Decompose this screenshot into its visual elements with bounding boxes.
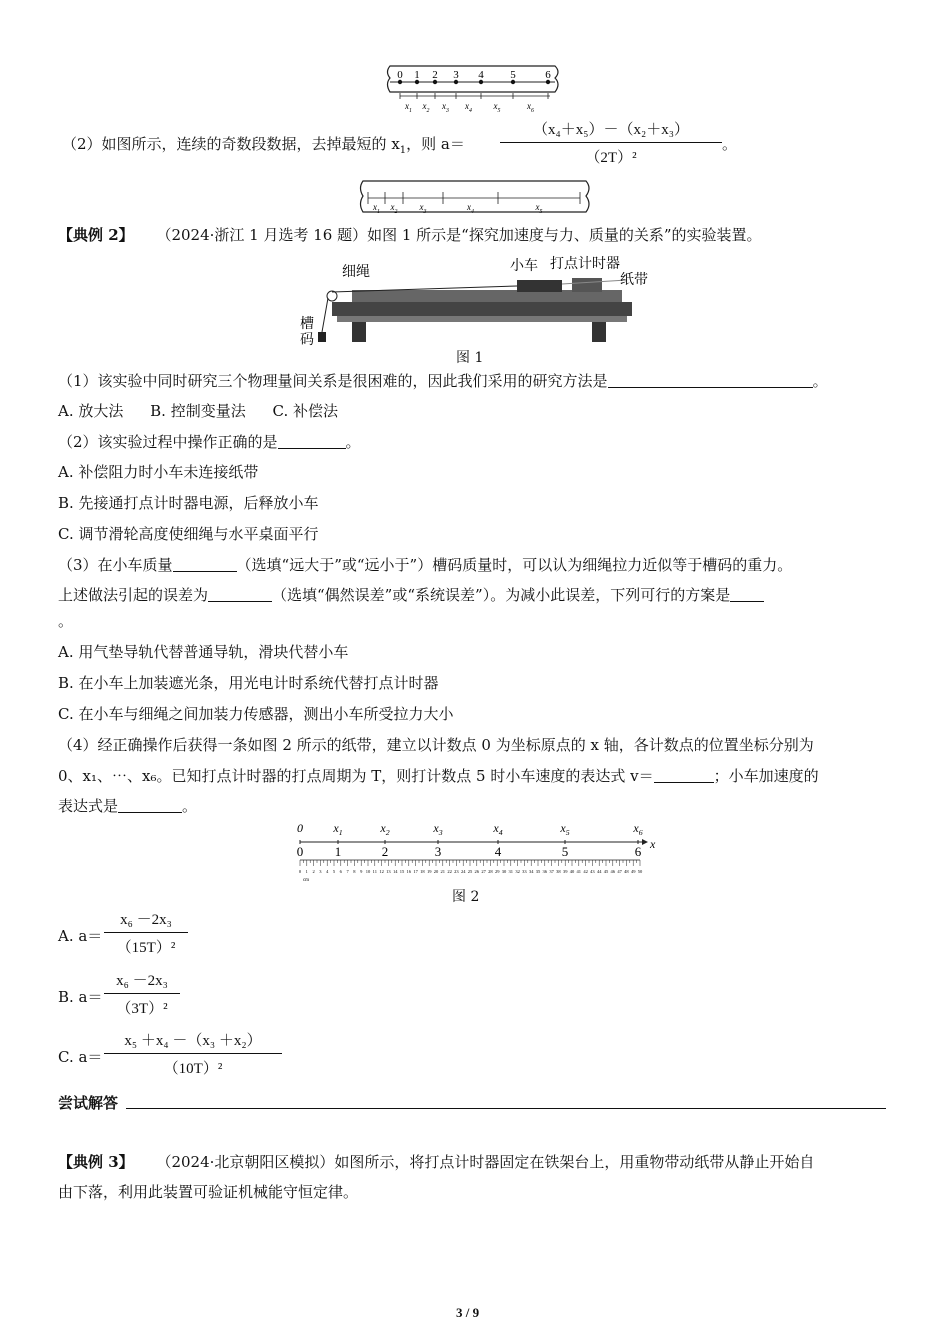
q3-option-c: C. 在小车与细绳之间加装力传感器，测出小车所受拉力大小 [58, 705, 454, 723]
part2-line [62, 133, 465, 156]
tape-point-label: 4 [478, 69, 484, 81]
answer-option-c-prefix: C. a＝ [58, 1048, 103, 1066]
try-answer-line[interactable] [126, 1108, 886, 1109]
fig2-top-label: $x_6$ [633, 821, 643, 837]
ruler-number: 46 [610, 869, 616, 874]
ruler-number: 35 [535, 869, 541, 874]
label-timer: 打点计时器 [550, 257, 620, 272]
fig2-top-label: $x_1$ [333, 821, 343, 837]
fig2-axis-label: 6 [634, 844, 642, 859]
ruler-number: 1 [305, 869, 308, 874]
q3-line1: （3）在小车质量 （选填“远大于”或“远小于”）槽码质量时，可以认为细绳拉力近似等于槽码的重力。 [58, 556, 793, 574]
tape-segment-label: $x_3$ [419, 202, 427, 215]
tape-point-label: 3 [453, 69, 459, 81]
ruler-number: 0 [298, 869, 302, 874]
q3-option-b: B. 在小车上加装遮光条，用光电计时系统代替打点计时器 [58, 674, 439, 692]
fig2-top-label: $x_4$ [493, 821, 503, 837]
ruler-number: 32 [515, 869, 520, 874]
figure1-caption: 图 1 [456, 350, 484, 366]
ruler-number: 23 [454, 869, 459, 874]
ruler-number: 11 [372, 869, 377, 874]
label-cart: 小车 [510, 259, 538, 274]
ruler-unit: cm [302, 878, 310, 883]
ruler-number: 19 [426, 869, 432, 874]
fig2-axis-label: 4 [494, 844, 502, 859]
ruler-number: 26 [474, 869, 480, 874]
q1-option-a: A. 放大法 [58, 402, 124, 420]
answer-option-b-frac: x₆ －2x₃ （3T）² [104, 969, 180, 1018]
ruler-number: 2 [312, 869, 315, 874]
tape-segment-label: $x_3$ [442, 101, 449, 114]
tape-segment-label: $x_1$ [373, 202, 380, 215]
ruler-number: 28 [488, 869, 493, 874]
ruler-number: 49 [630, 869, 636, 874]
label-weight-bottom: 码 [300, 333, 314, 348]
ruler-number: 22 [447, 869, 452, 874]
answer-option-c-frac: x₅ ＋x₄ －（x₃ ＋x₂） （10T）² [104, 1029, 282, 1078]
ruler-number: 34 [528, 869, 534, 874]
part2-sub1: 1 [399, 145, 407, 156]
figure2-caption: 图 2 [452, 889, 480, 905]
tape-point-label: 5 [510, 69, 516, 81]
q2-option-a: A. 补偿阻力时小车未连接纸带 [58, 463, 259, 481]
ruler-number: 4 [326, 869, 329, 874]
tape-segment-label: $x_6$ [527, 101, 534, 114]
ruler-number: 8 [353, 869, 356, 874]
tape-segment-label: $x_5$ [535, 202, 543, 215]
ruler-number: 17 [413, 869, 418, 874]
tape-point-label: 0 [397, 69, 403, 81]
ruler-number: 9 [360, 869, 363, 874]
tape-segment-label: $x_5$ [493, 101, 501, 114]
fig2-top-label: $x_5$ [560, 821, 570, 837]
label-rope: 细绳 [342, 265, 370, 280]
fig2-axis-label: 0 [296, 844, 304, 859]
ruler-number: 39 [562, 869, 568, 874]
ruler-number: 45 [603, 869, 609, 874]
ruler-number: 29 [494, 869, 500, 874]
part2-numerator: （x₄＋x₅）－（x₂＋x₃） [533, 122, 689, 138]
part2-prefix: （2）如图所示，连续的奇数段数据，去掉最短的 x [62, 135, 400, 153]
fig2-top-label: 0 [297, 821, 303, 835]
tape-segment-label: $x_2$ [390, 202, 398, 215]
tape-figure-top [385, 62, 565, 117]
label-tape: 纸带 [620, 273, 648, 288]
ruler-number: 10 [365, 869, 371, 874]
ruler-number: 27 [481, 869, 486, 874]
ruler-number: 24 [460, 869, 466, 874]
q3-line2: 上述做法引起的误差为 （选填“偶然误差”或“系统误差”）。为减小此误差，下列可行的方案是 [58, 584, 764, 605]
fig2-axis-label: 5 [561, 844, 569, 859]
tape-segment-label: $x_1$ [405, 101, 412, 114]
ruler-number: 13 [386, 869, 391, 874]
figure1-apparatus [292, 250, 648, 350]
tape-segment-label: $x_4$ [467, 202, 474, 215]
ruler-number: 42 [583, 869, 588, 874]
ruler-number: 41 [576, 869, 582, 874]
ruler-number: 44 [596, 869, 602, 874]
ruler-number: 20 [433, 869, 439, 874]
tape-point-label: 1 [414, 69, 420, 81]
q1-option-c: C. 补偿法 [272, 402, 338, 420]
fig2-top-label: $x_2$ [380, 821, 390, 837]
ruler-number: 36 [542, 869, 548, 874]
tape-figure-middle [358, 178, 593, 218]
ruler-number: 38 [556, 869, 561, 874]
q3-line3: 。 [58, 612, 74, 630]
answer-option-b-prefix: B. a＝ [58, 988, 103, 1006]
label-weight-top: 槽 [300, 317, 314, 332]
q4-line2: 0、x₁、⋯、x₆。已知打点计时器的打点周期为 T，则打计数点 5 时小车速度的表达式 v＝ ；小车加速度的 [58, 767, 819, 785]
q2-option-b: B. 先接通打点计时器电源，后释放小车 [58, 494, 319, 512]
q4-line3: 表达式是 。 [58, 797, 198, 815]
ruler-number: 33 [522, 869, 527, 874]
tape-segment-label: $x_2$ [422, 101, 430, 114]
fig2-axis-var: x [650, 837, 656, 851]
part2-suffix: 。 [722, 135, 738, 153]
ruler-number: 6 [339, 869, 342, 874]
q3-option-a: A. 用气垫导轨代替普通导轨，滑块代替小车 [58, 643, 349, 661]
example2-source: （2024·浙江 1 月选考 16 题）如图 1 所示是“探究加速度与力、质量的关系”的实验装置。 [156, 226, 762, 244]
example3-line1 [58, 1151, 814, 1172]
example3-label: 【典例 3】 [58, 1153, 134, 1171]
fig2-axis-label: 1 [334, 844, 342, 859]
answer-option-a-prefix: A. a＝ [58, 927, 103, 945]
part2-denominator: （2T）² [585, 150, 637, 166]
q1-option-b: B. 控制变量法 [150, 402, 246, 420]
ruler-number: 16 [406, 869, 412, 874]
ruler-number: 14 [392, 869, 398, 874]
figure2-tape [290, 818, 660, 888]
fig2-axis-label: 3 [434, 844, 442, 859]
example2-label: 【典例 2】 [58, 226, 134, 244]
ruler-number: 40 [569, 869, 575, 874]
fig2-top-label: $x_3$ [433, 821, 443, 837]
ruler-number: 12 [379, 869, 384, 874]
ruler-number: 25 [467, 869, 473, 874]
part2-fraction [500, 118, 722, 167]
try-answer: 尝试解答 [58, 1094, 119, 1112]
example3-line2: 由下落，利用此装置可验证机械能守恒定律。 [58, 1183, 359, 1201]
example2-heading [58, 224, 762, 245]
ruler-number: 48 [624, 869, 629, 874]
ruler-number: 5 [332, 869, 336, 874]
q1-text: （1）该实验中同时研究三个物理量间关系是很困难的，因此我们采用的研究方法是 。 [58, 372, 828, 390]
ruler-number: 37 [549, 869, 554, 874]
tape-point-label: 2 [432, 69, 438, 81]
page-number: 3 / 9 [456, 1305, 480, 1320]
ruler-number: 21 [440, 869, 446, 874]
ruler-number: 43 [590, 869, 595, 874]
ruler-number: 50 [637, 869, 643, 874]
ruler-number: 15 [399, 869, 405, 874]
tape-segment-label: $x_4$ [465, 101, 472, 114]
tape-point-label: 6 [545, 69, 551, 81]
ruler-number: 3 [319, 869, 322, 874]
fig2-axis-label: 2 [381, 844, 389, 859]
example3-text-a: （2024·北京朝阳区模拟）如图所示，将打点计时器固定在铁架台上，用重物带动纸带从静止开始自 [156, 1153, 815, 1171]
ruler-number: 31 [508, 869, 514, 874]
answer-option-a-frac: x₆ －2x₃ （15T）² [104, 908, 188, 957]
ruler-number: 7 [346, 869, 349, 874]
q4-line1: （4）经正确操作后获得一条如图 2 所示的纸带，建立以计数点 0 为坐标原点的 x 轴，各计数点的位置坐标分别为 [58, 736, 814, 754]
ruler-number: 47 [617, 869, 622, 874]
q2-option-c: C. 调节滑轮高度使细绳与水平桌面平行 [58, 525, 319, 543]
part2-mid: ，则 a＝ [406, 135, 465, 153]
q1-options [58, 400, 338, 421]
ruler-number: 30 [501, 869, 507, 874]
q2-text: （2）该实验过程中操作正确的是 。 [58, 433, 361, 451]
ruler-number: 18 [420, 869, 425, 874]
